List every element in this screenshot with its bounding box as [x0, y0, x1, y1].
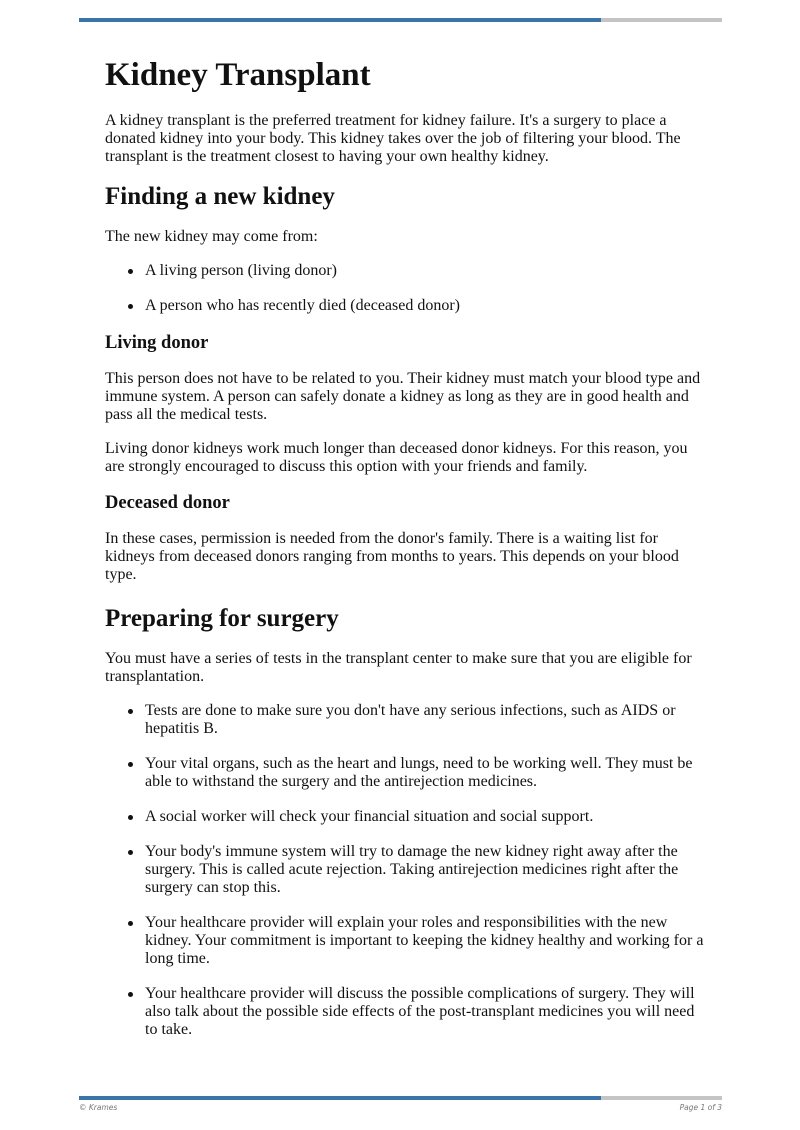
- header-rule-accent: [79, 18, 601, 22]
- list-item: Your vital organs, such as the heart and lungs, need to be working well. They must be able to withstand the surgery and the antirejection medicines.: [145, 755, 705, 791]
- deceased-donor-paragraph: In these cases, permission is needed from the donor's family. There is a waiting list for kidneys from deceased donors ranging from months to years. This depends on your blood type.: [105, 530, 679, 583]
- preparing-list: [105, 702, 705, 1039]
- footer-rule: [79, 1096, 722, 1100]
- page-footer: [79, 1103, 722, 1112]
- list-item: Your body's immune system will try to damage the new kidney right away after the surgery. This is called acute rejection. Taking antirejection medicines right after the surgery can stop this.: [145, 843, 705, 897]
- document-body: [105, 55, 705, 1056]
- footer-copyright: © Krames: [79, 1103, 118, 1112]
- section-heading-preparing: Preparing for surgery: [105, 605, 339, 632]
- list-item: Your healthcare provider will explain your roles and responsibilities with the new kidney. Your commitment is important to keeping the kidney healthy and working for a long time.: [145, 914, 704, 967]
- list-item: Your healthcare provider will discuss the possible complications of surgery. They will also talk about the possible side effects of the post-transplant medicines you will need to take.: [145, 985, 705, 1039]
- header-rule-rest: [601, 18, 722, 22]
- header-rule: [79, 18, 722, 22]
- living-donor-paragraph-2: Living donor kidneys work much longer than deceased donor kidneys. For this reason, you are strongly encouraged to discuss this option with your friends and family.: [105, 440, 688, 475]
- list-item: A person who has recently died (deceased donor): [145, 297, 705, 315]
- footer-rule-accent: [79, 1096, 601, 1100]
- finding-lead: The new kidney may come from:: [105, 228, 318, 245]
- section-heading-finding: Finding a new kidney: [105, 183, 335, 210]
- page-title: Kidney Transplant: [105, 57, 371, 93]
- list-item: A social worker will check your financial situation and social support.: [145, 808, 705, 826]
- subheading-deceased-donor: Deceased donor: [105, 493, 230, 513]
- footer-rule-rest: [601, 1096, 722, 1100]
- intro-paragraph: A kidney transplant is the preferred treatment for kidney failure. It's a surgery to place a donated kidney into your body. This kidney takes over the job of filtering your blood. The transplant is the treatment closest to having your own healthy kidney.: [105, 112, 681, 165]
- living-donor-paragraph-1: This person does not have to be related to you. Their kidney must match your blood type and immune system. A person can safely donate a kidney as long as they are in good health and pass all the medical tests.: [105, 370, 701, 423]
- list-item: A living person (living donor): [145, 262, 705, 280]
- subheading-living-donor: Living donor: [105, 333, 209, 353]
- list-item: Tests are done to make sure you don't have any serious infections, such as AIDS or hepatitis B.: [145, 702, 705, 738]
- preparing-lead: You must have a series of tests in the transplant center to make sure that you are eligible for transplantation.: [105, 650, 692, 685]
- footer-page-number: Page 1 of 3: [679, 1103, 722, 1112]
- finding-list: [105, 262, 705, 315]
